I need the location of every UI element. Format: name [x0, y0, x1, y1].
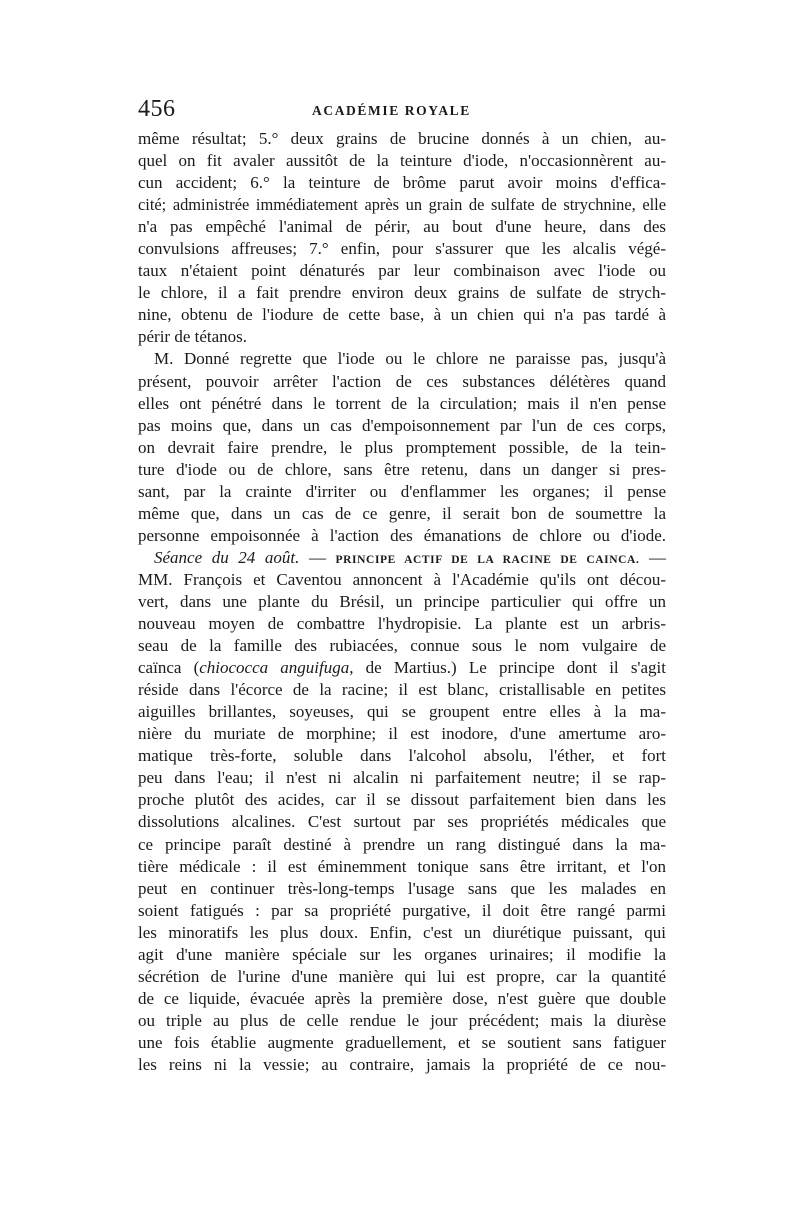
text-line: convulsions affreuses; 7.° enfin, pour s'assurer que les alcalis végé-: [138, 239, 666, 259]
text-line: ou triple au plus de celle rendue le jour précédent; mais la diurèse: [138, 1010, 666, 1030]
text-line: périr de tétanos.: [138, 327, 248, 347]
text-line: les reins ni la vessie; au contraire, jamais la propriété de ce nou-: [138, 1054, 666, 1074]
text-line: matique très-forte, soluble dans l'alcohol absolu, l'éther, et fort: [138, 746, 666, 766]
text-line: nière du muriate de morphine; il est inodore, d'une amertume aro-: [138, 724, 666, 744]
text-line: nine, obtenu de l'iodure de cette base, à un chien qui n'a pas tardé à: [138, 305, 666, 325]
text-line: peut en continuer très-long-temps l'usage sans que les malades en: [138, 878, 666, 898]
text-line: tière médicale : il est éminemment tonique sans être irritant, et l'on: [138, 856, 666, 876]
session-heading: [138, 547, 666, 569]
session-date: Séance du 24 août.: [154, 547, 300, 567]
text-line: dissolutions alcalines. C'est surtout par ses propriétés médicales que: [138, 812, 666, 832]
text-line: elles ont pénétré dans le torrent de la circulation; mais il n'en pense: [138, 393, 666, 413]
running-head: ACADÉMIE ROYALE: [312, 103, 471, 118]
page-number: 456: [138, 96, 176, 122]
body-text: [138, 128, 666, 1076]
text-line: réside dans l'écorce de la racine; il est blanc, cristallisable en petites: [138, 680, 666, 700]
text-line: cun accident; 6.° la teinture de brôme parut avoir moins d'effica-: [138, 173, 666, 193]
text-line: seau de la famille des rubiacées, connue sous le nom vulgaire de: [138, 636, 666, 656]
text-line: présent, pouvoir arrêter l'action de ces substances délétères quand: [138, 371, 666, 391]
species-before: caïnca (: [138, 658, 200, 678]
species-name: chiococca anguifuga: [199, 658, 350, 678]
text-line: on devrait faire prendre, le plus promptement possible, de la tein-: [138, 437, 666, 457]
text-line: taux n'étaient point dénaturés par leur combinaison avec l'iode ou: [138, 261, 666, 281]
text-line: sant, par la crainte d'irriter ou d'enflammer les organes; il pense: [138, 481, 666, 501]
text-line: une fois établie augmente graduellement, et se soutient sans fatiguer: [138, 1032, 666, 1052]
section-title: PRINCIPE ACTIF DE LA RACINE DE CAINCA.: [335, 553, 640, 566]
text-line: quel on fit avaler aussitôt de la teinture d'iode, n'occasionnèrent au-: [138, 151, 666, 171]
text-line: proche plutôt des acides, car il se dissout parfaitement bien dans les: [138, 790, 666, 810]
text-line: agit d'une manière spéciale sur les organes urinaires; il modifie la: [138, 944, 666, 964]
text-line: soient fatigués : par sa propriété purgative, il doit être rangé parmi: [138, 900, 666, 920]
page-header: [138, 96, 666, 126]
session-dash: —: [299, 547, 336, 567]
text-line: vert, dans une plante du Brésil, un principe particulier qui offre un: [138, 591, 666, 611]
text-line: personne empoisonnée à l'action des émanations de chlore ou d'iode.: [138, 525, 666, 545]
text-line: même résultat; 5.° deux grains de brucine donnés à un chien, au-: [138, 129, 666, 148]
text-line: sécrétion de l'urine d'une manière qui lui est propre, car la quantité: [138, 966, 666, 986]
text-line: nouveau moyen de combattre l'hydropisie. La plante est un arbris-: [138, 614, 666, 634]
text-line: aiguilles brillantes, soyeuses, qui se groupent entre elles à la ma-: [138, 702, 666, 722]
text-line: ture d'iode ou de chlore, sans être retenu, dans un danger si pres-: [138, 459, 666, 479]
session-end-dash: —: [639, 547, 667, 567]
text-line: cité; administrée immédiatement après un grain de sulfate de strychnine, elle: [138, 195, 666, 215]
text-line: MM. François et Caventou annoncent à l'Académie qu'ils ont décou-: [138, 569, 666, 589]
species-line: [138, 657, 666, 679]
text-line: de ce liquide, évacuée après la première dose, n'est guère que double: [138, 988, 666, 1008]
text-line: même que, dans un cas de ce genre, il serait bon de soumettre la: [138, 503, 666, 523]
text-line: ce principe paraît destiné à prendre un rang distingué dans la ma-: [138, 834, 666, 854]
text-line: M. Donné regrette que l'iode ou le chlore ne paraisse pas, jusqu'à: [154, 349, 666, 369]
text-line: n'a pas empêché l'animal de périr, au bout d'une heure, dans des: [138, 217, 666, 237]
text-line: pas moins que, dans un cas d'empoisonnement par l'un de ces corps,: [138, 415, 666, 435]
species-after: , de Martius.) Le principe dont il s'agit: [349, 658, 666, 678]
text-line: le chlore, il a fait prendre environ deux grains de sulfate de strych-: [138, 283, 666, 303]
text-line: les minoratifs les plus doux. Enfin, c'est un diurétique puissant, qui: [138, 922, 666, 942]
text-line: peu dans l'eau; il n'est ni alcalin ni parfaitement neutre; il se rap-: [138, 768, 666, 788]
